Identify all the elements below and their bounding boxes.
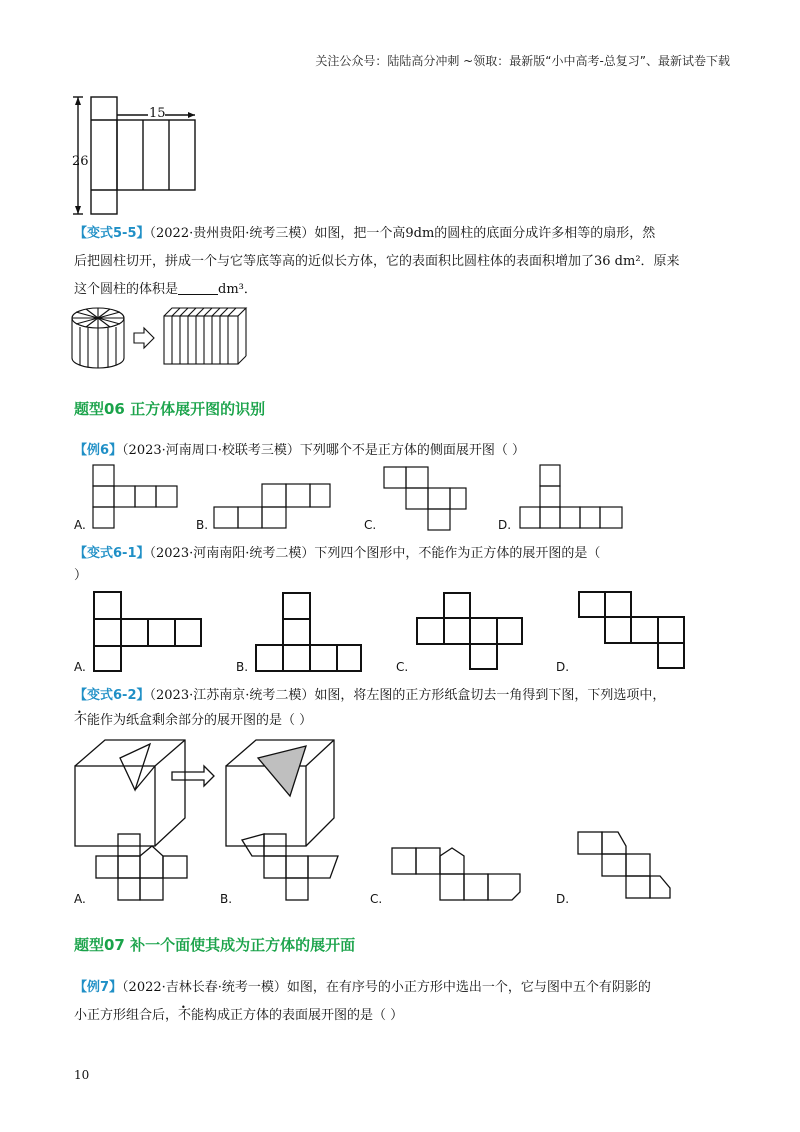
question-tag: 【变式5-5】: [74, 226, 150, 241]
dimension-height-label: 26: [72, 154, 89, 169]
option-d[interactable]: D.: [556, 660, 570, 674]
option-c[interactable]: C.: [370, 892, 383, 906]
question-text: （2023·河南南阳·统考二模）下列四个图形中，不能作为正方体的展开图的是（: [149, 546, 601, 561]
question-tag: 【例6】: [74, 443, 123, 458]
question-ex7-line1: [74, 974, 651, 1002]
option-b[interactable]: B.: [196, 518, 209, 532]
question-text: 构成正方体的表面展开图的是（ ）: [204, 1008, 404, 1023]
question-v55-line2: 后把圆柱切开，拼成一个与它等底等高的近似长方体，它的表面积比圆柱体的表面积增加了36 dm²．原来: [74, 254, 680, 269]
option-d[interactable]: D.: [498, 518, 512, 532]
question-text: （2022·贵州贵阳·统考三模）如图，把一个高9dm的圆柱的底面分成许多相等的扇形，然: [149, 226, 656, 241]
emphasis-text: 不能: [178, 1008, 205, 1023]
option-c[interactable]: C.: [396, 660, 409, 674]
question-text: （2023·江苏南京·统考二模）如图，将左图的正方形纸盒切去一角得到下图，下列选项中，: [149, 688, 666, 703]
dimension-width-label: 15: [149, 106, 166, 121]
page-header: 关注公众号：陆陆高分冲刺 ~领取：最新版“小中高考-总复习”、最新试卷下载: [315, 54, 730, 68]
option-a[interactable]: A.: [74, 660, 86, 674]
question-ex7-line2: [74, 1002, 403, 1030]
question-v61-line2: ）: [74, 568, 88, 583]
question-tag: 【变式6-1】: [74, 546, 150, 561]
section-title-07: 题型07 补一个面使其成为正方体的展开面: [74, 936, 356, 954]
question-text: 这个圆柱的体积是: [74, 282, 179, 297]
option-a[interactable]: A.: [74, 518, 86, 532]
question-text: 作为纸盒剩余部分的展开图的是（ ）: [100, 713, 313, 728]
question-text: 小正方形组合后，: [74, 1008, 179, 1023]
option-d[interactable]: D.: [556, 892, 570, 906]
question-tag: 【变式6-2】: [74, 688, 150, 703]
question-unit: dm³．: [218, 282, 257, 297]
option-b[interactable]: B.: [236, 660, 249, 674]
question-text: （2022·吉林长春·统考一模）如图，在有序号的小正方形中选出一个，它与图中五个有阴影的: [122, 980, 651, 995]
section-title-06: 题型06 正方体展开图的识别: [74, 400, 266, 418]
page-number: 10: [74, 1068, 90, 1082]
question-text: （2023·河南周口·校联考三模）下列哪个不是正方体的侧面展开图（ ）: [122, 443, 526, 458]
option-a[interactable]: A.: [74, 892, 86, 906]
option-c[interactable]: C.: [364, 518, 377, 532]
emphasis-text: 不能: [74, 713, 101, 728]
option-b[interactable]: B.: [220, 892, 233, 906]
question-tag: 【例7】: [74, 980, 123, 995]
